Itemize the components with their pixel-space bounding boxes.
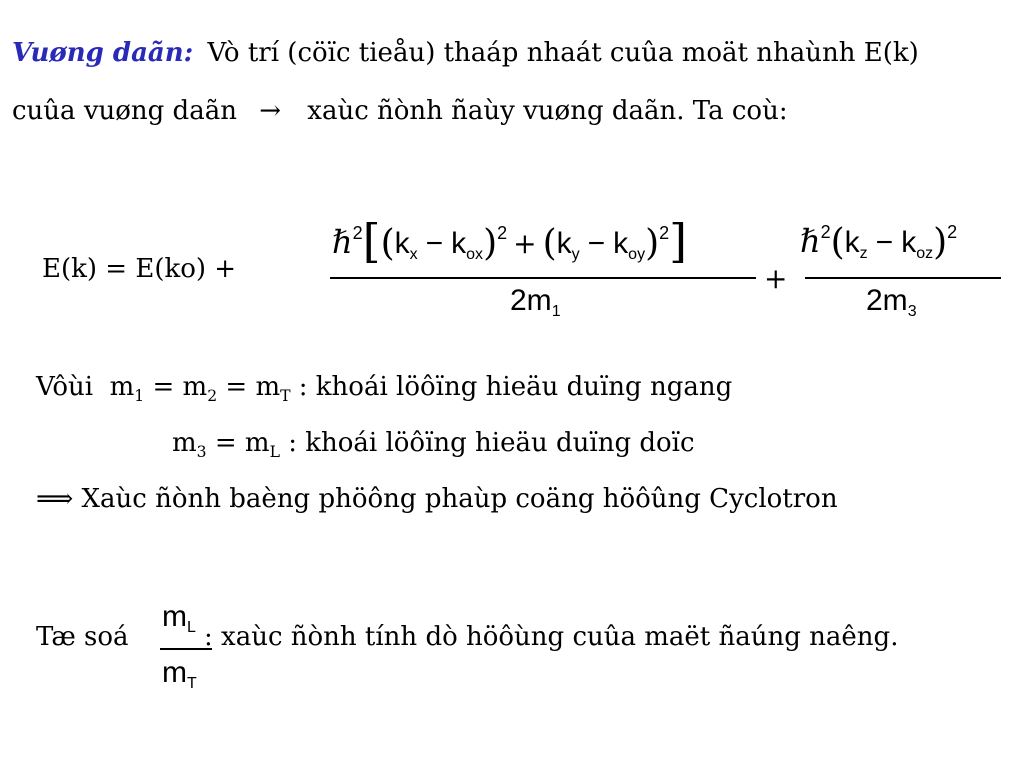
heading-text-2a: cuûa vuøng daãn bbox=[12, 96, 237, 126]
hbar-symbol: ℏ bbox=[800, 222, 821, 260]
equation-lhs: E(k) = E(ko) + bbox=[42, 254, 237, 284]
m3-subscript: 3 bbox=[196, 443, 207, 462]
m3-symbol: m bbox=[172, 428, 197, 458]
fraction-1-numerator bbox=[332, 214, 687, 274]
left-paren-icon: ( bbox=[830, 222, 845, 263]
anisotropy-text: xaùc ñònh tính dò höôùng cuûa maët ñaúng naêng. bbox=[221, 622, 899, 652]
exponent: 2 bbox=[497, 223, 508, 243]
mT-subscript: T bbox=[280, 387, 291, 406]
k-symbol: k bbox=[844, 226, 860, 259]
left-paren-icon: ( bbox=[542, 223, 557, 264]
ratio-den-symbol: m bbox=[162, 656, 187, 689]
equals-sign: = bbox=[214, 428, 237, 458]
denominator-1-subscript: 1 bbox=[551, 303, 561, 320]
fraction-1-bar bbox=[330, 277, 756, 279]
section-term: Vuøng daãn: bbox=[12, 38, 194, 68]
plus-sign: + bbox=[513, 227, 537, 260]
with-label: Vôùi bbox=[36, 372, 94, 402]
m2-symbol: m bbox=[182, 372, 208, 402]
mL-symbol: m bbox=[244, 428, 270, 458]
denominator-2-text: 2m bbox=[866, 284, 908, 317]
k-symbol: k bbox=[613, 227, 629, 260]
heading-text-1: Vò trí (cöïc tieåu) thaáp nhaát cuûa moät nhaùnh E(k) bbox=[207, 38, 919, 68]
m1-symbol: m bbox=[109, 372, 135, 402]
minus-sign: − bbox=[587, 227, 606, 260]
ratio-numerator bbox=[162, 600, 196, 637]
transverse-mass-desc: : khoái löôïng hieäu duïng ngang bbox=[298, 372, 733, 402]
right-paren-icon: ) bbox=[645, 223, 660, 264]
with-line bbox=[36, 372, 732, 405]
exponent: 2 bbox=[352, 223, 363, 243]
fraction-2-denominator bbox=[866, 284, 917, 321]
k-symbol: k bbox=[901, 226, 917, 259]
ratio-num-subscript: L bbox=[187, 619, 196, 636]
ratio-prefix: Tæ soá bbox=[36, 622, 129, 652]
right-paren-icon: ) bbox=[483, 223, 498, 264]
mL-subscript: L bbox=[269, 443, 280, 462]
mT-symbol: m bbox=[255, 372, 281, 402]
left-paren-icon: ( bbox=[380, 223, 395, 264]
left-bracket-icon: [ bbox=[362, 214, 381, 268]
subscript-z: z bbox=[859, 245, 868, 262]
heading-line-1 bbox=[12, 38, 919, 68]
subscript-y: y bbox=[571, 246, 580, 263]
denominator-1-text: 2m bbox=[510, 284, 552, 317]
ratio-den-subscript: T bbox=[187, 675, 197, 692]
right-arrow-icon: → bbox=[259, 96, 282, 126]
exponent: 2 bbox=[659, 223, 670, 243]
minus-sign: − bbox=[875, 226, 894, 259]
subscript-ox: ox bbox=[466, 246, 484, 263]
fraction-1-denominator bbox=[510, 284, 561, 321]
minus-sign: − bbox=[425, 227, 444, 260]
cyclotron-text: Xaùc ñònh baèng phöông phaùp coäng höôûng Cyclotron bbox=[81, 484, 838, 514]
m2-subscript: 2 bbox=[207, 387, 218, 406]
exponent: 2 bbox=[947, 222, 958, 242]
m1-subscript: 1 bbox=[134, 387, 145, 406]
longitudinal-mass-desc: : khoái löôïng hieäu duïng doïc bbox=[288, 428, 695, 458]
ratio-denominator bbox=[162, 656, 197, 693]
subscript-oz: oz bbox=[916, 245, 934, 262]
hbar-symbol: ℏ bbox=[332, 223, 353, 261]
equals-sign: = bbox=[152, 372, 175, 402]
heading-text-2b: xaùc ñònh ñaùy vuøng daãn. Ta coù: bbox=[307, 96, 788, 126]
m3-line bbox=[172, 428, 695, 461]
fraction-2-numerator bbox=[800, 222, 957, 263]
ratio-colon: : bbox=[204, 622, 213, 652]
fraction-2-bar bbox=[805, 277, 1001, 279]
ratio-suffix bbox=[204, 622, 898, 652]
right-paren-icon: ) bbox=[933, 222, 948, 263]
k-symbol: k bbox=[451, 227, 467, 260]
subscript-x: x bbox=[409, 246, 418, 263]
exponent: 2 bbox=[820, 222, 831, 242]
plus-between-fractions: + bbox=[764, 262, 788, 295]
right-bracket-icon: ] bbox=[669, 214, 688, 268]
denominator-2-subscript: 3 bbox=[907, 303, 917, 320]
k-symbol: k bbox=[394, 227, 410, 260]
subscript-oy: oy bbox=[628, 246, 646, 263]
ratio-num-symbol: m bbox=[162, 600, 187, 633]
implies-arrow-icon: ⟹ bbox=[36, 484, 74, 514]
heading-line-2 bbox=[12, 96, 788, 126]
implies-line bbox=[36, 484, 838, 514]
k-symbol: k bbox=[556, 227, 572, 260]
equals-sign: = bbox=[225, 372, 248, 402]
